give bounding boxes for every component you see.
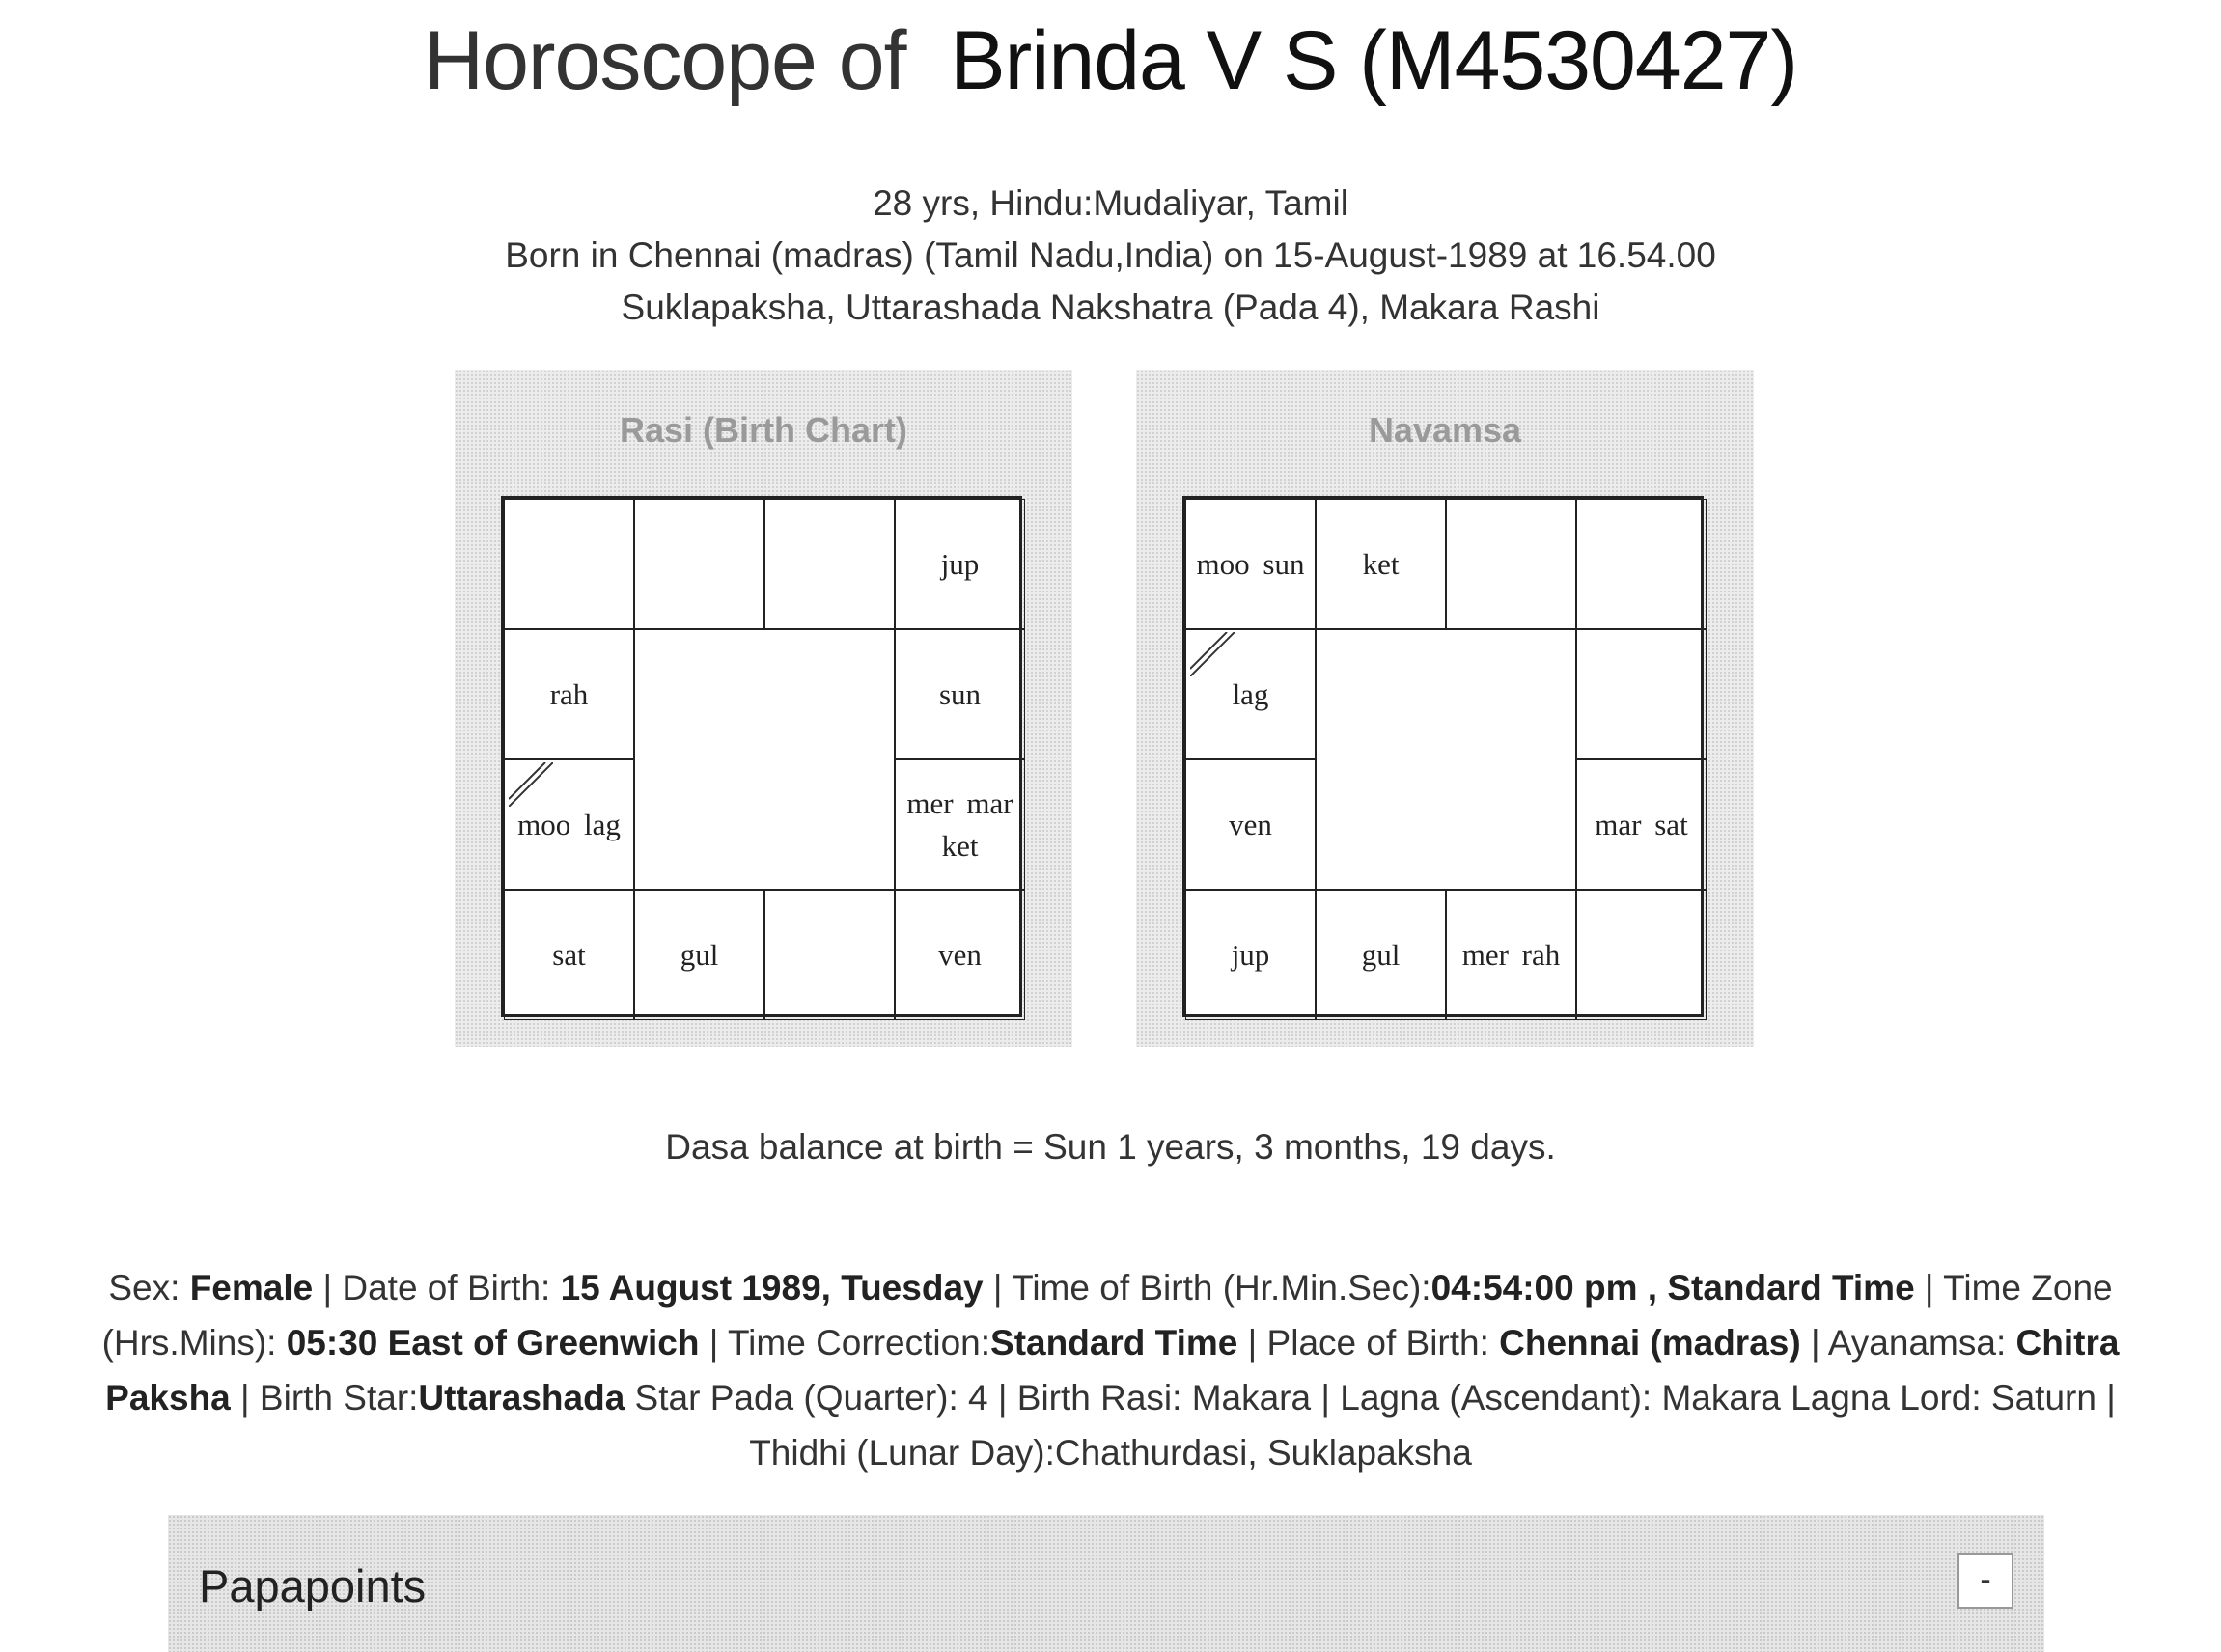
rasi-cell-lagna xyxy=(504,759,634,890)
rasi-cell xyxy=(504,499,634,629)
summary-line-2: Born in Chennai (madras) (Tamil Nadu,India) on 15-August-1989 at 16.54.00 xyxy=(505,235,1716,275)
title-prefix: Horoscope of xyxy=(423,14,906,107)
birth-details xyxy=(87,1260,2134,1480)
rasi-chart-panel xyxy=(455,370,1072,1047)
navamsa-cell-text: lag xyxy=(1232,676,1269,711)
navamsa-cell xyxy=(1446,499,1576,629)
navamsa-chart-grid xyxy=(1182,496,1704,1017)
title-name: Brinda V S (M4530427) xyxy=(950,14,1798,107)
navamsa-chart-title: Navamsa xyxy=(1368,410,1522,450)
birth-star-label: | Birth Star: xyxy=(230,1378,419,1418)
lagna-marker-icon xyxy=(509,762,553,807)
page-title xyxy=(0,14,2221,109)
navamsa-chart-panel xyxy=(1136,370,1754,1047)
ayanamsa-label: | Ayanamsa: xyxy=(1800,1323,2016,1363)
birth-star-value: Uttarashada xyxy=(418,1378,625,1418)
tc-label: | Time Correction: xyxy=(699,1323,991,1363)
lagna-marker-icon xyxy=(1190,632,1235,676)
rasi-cell-text: moo lag xyxy=(517,807,621,841)
papapoints-title: Papapoints xyxy=(199,1560,427,1611)
rasi-cell: sat xyxy=(504,890,634,1020)
dob-value: 15 August 1989, Tuesday xyxy=(560,1268,984,1308)
navamsa-cell xyxy=(1576,499,1707,629)
sex-label: Sex: xyxy=(108,1268,190,1308)
papapoints-section[interactable] xyxy=(168,1515,2044,1652)
navamsa-cell-lagna xyxy=(1185,629,1316,759)
summary-line-1: 28 yrs, Hindu:Mudaliyar, Tamil xyxy=(873,183,1348,223)
navamsa-cell: ven xyxy=(1185,759,1316,890)
summary-block xyxy=(0,178,2221,334)
dob-label: | Date of Birth: xyxy=(313,1268,561,1308)
navamsa-cell: mer rah xyxy=(1446,890,1576,1020)
tz-value: 05:30 East of Greenwich xyxy=(286,1323,700,1363)
sex-value: Female xyxy=(189,1268,314,1308)
rasi-cell: ven xyxy=(895,890,1025,1020)
rasi-center xyxy=(634,629,895,890)
details-rest: Star Pada (Quarter): 4 | Birth Rasi: Makara | Lagna (Ascendant): Makara Lagna Lord: Saturn | Thidhi (Lunar Day):Chathurdasi, Suklapaksha xyxy=(625,1378,2116,1473)
rasi-cell xyxy=(634,499,764,629)
navamsa-cell: gul xyxy=(1316,890,1446,1020)
navamsa-cell: jup xyxy=(1185,890,1316,1020)
rasi-cell xyxy=(764,499,895,629)
ayanamsa-value: Chitra Paksha xyxy=(105,1323,2120,1418)
summary-line-3: Suklapaksha, Uttarashada Nakshatra (Pada 4), Makara Rashi xyxy=(621,288,1600,327)
tc-value: Standard Time xyxy=(990,1323,1238,1363)
navamsa-center xyxy=(1316,629,1576,890)
tob-label: | Time of Birth (Hr.Min.Sec): xyxy=(983,1268,1431,1308)
navamsa-cell xyxy=(1576,890,1707,1020)
rasi-cell: jup xyxy=(895,499,1025,629)
navamsa-cell xyxy=(1576,629,1707,759)
rasi-cell: mer mar ket xyxy=(895,759,1025,890)
rasi-cell: sun xyxy=(895,629,1025,759)
rasi-chart-grid xyxy=(501,496,1022,1017)
dasa-balance: Dasa balance at birth = Sun 1 years, 3 months, 19 days. xyxy=(665,1127,1556,1167)
navamsa-cell: mar sat xyxy=(1576,759,1707,890)
rasi-cell xyxy=(764,890,895,1020)
tz-label: | Time Zone (Hrs.Mins): xyxy=(101,1268,2113,1363)
rasi-chart-title: Rasi (Birth Chart) xyxy=(619,410,908,450)
navamsa-cell: moo sun xyxy=(1185,499,1316,629)
tob-value: 04:54:00 pm , Standard Time xyxy=(1430,1268,1915,1308)
navamsa-cell: ket xyxy=(1316,499,1446,629)
pob-value: Chennai (madras) xyxy=(1499,1323,1801,1363)
rasi-cell: rah xyxy=(504,629,634,759)
pob-label: | Place of Birth: xyxy=(1237,1323,1500,1363)
collapse-toggle-button[interactable]: - xyxy=(1957,1553,2013,1609)
rasi-cell: gul xyxy=(634,890,764,1020)
